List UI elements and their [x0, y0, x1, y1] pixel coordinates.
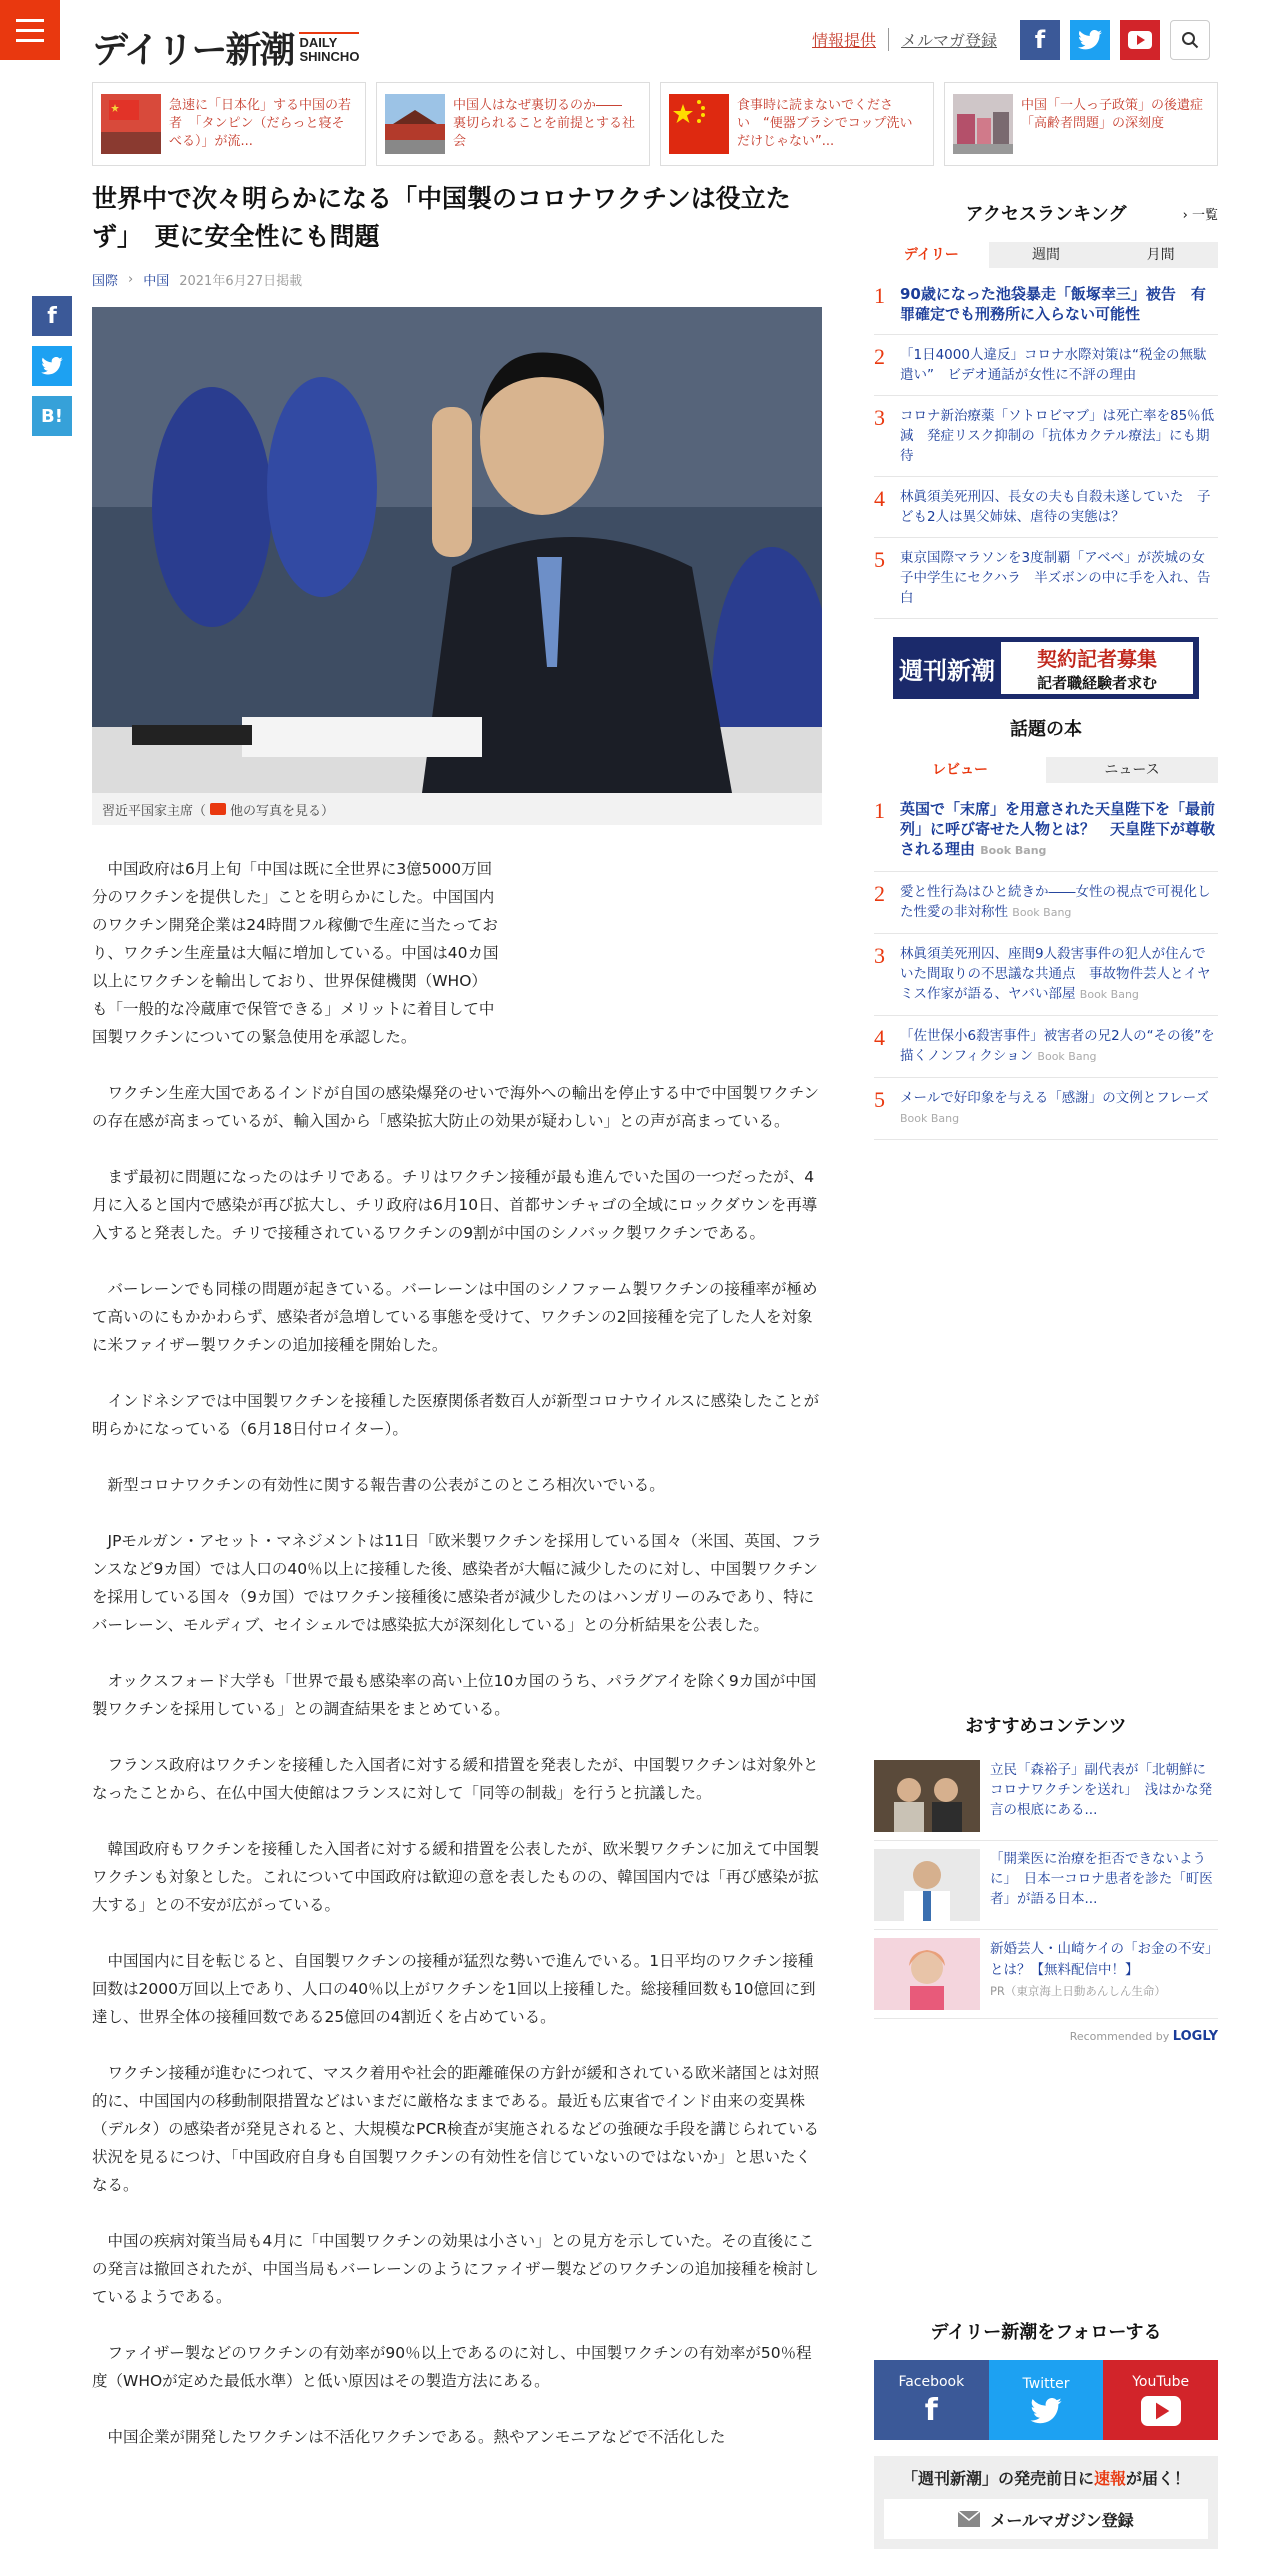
ranking-more-text: 一覧 [1191, 208, 1218, 223]
book-source: Book Bang [1037, 1050, 1097, 1063]
recommended-title: おすすめコンテンツ [965, 1716, 1127, 1737]
list-item[interactable] [874, 274, 1218, 335]
rank-number: 3 [874, 943, 885, 968]
article-meta [92, 270, 822, 289]
menu-icon-bar [16, 19, 44, 22]
category-link-international[interactable]: 国際 [92, 274, 119, 289]
paragraph: オックスフォード大学も「世界で最も感染率の高い上位10カ国のうち、パラグアイを除く9カ国が中国製ワクチンを採用している」との調査結果をまとめている。 [92, 1672, 817, 1718]
list-item[interactable] [874, 477, 1218, 538]
thumbnail-politicians [874, 1760, 980, 1832]
logo-en-daily: DAILY [299, 34, 338, 50]
strip-text: 急速に「日本化」する中国の若者 「タンピン（だらっと寝そべる）」が流... [169, 98, 352, 149]
strip-text: 食事時に読まないでください “便器ブラシでコップ洗いだけじゃない”... [737, 98, 913, 149]
reco-body [990, 1938, 1218, 2010]
follow-twitter-button[interactable] [989, 2360, 1104, 2440]
follow-twitter-label: Twitter [1022, 2376, 1070, 2392]
tab-news[interactable]: ニュース [1046, 757, 1218, 783]
follow-section [874, 2318, 1218, 2549]
newsletter-heading-flash: 速報 [1093, 2469, 1126, 2488]
paragraph: JPモルガン・アセット・マネジメントは11日「欧米製ワクチンを採用している国々（米国、英国、フランスなど9カ国）では人口の40％以上に接種した後、感染者が大幅に減少したのに対し、中国製ワクチンを採用している国々（9カ国）ではワクチン接種後に感染者が減少したのはハンガリーのみであり、特にバーレーン、モルディブ、セイシェルでは感染拡大が深刻化している」との分析結果を公表した。 [92, 1532, 822, 1634]
newsletter-box [874, 2456, 1218, 2549]
book-source: Book Bang [1079, 988, 1139, 1001]
book-title-text: 「佐世保小6殺害事件」被害者の兄2人の“その後”を描くノンフィクション [900, 1028, 1215, 1064]
strip-text: 中国「一人っ子政策」の後遺症「高齢者問題」の深刻度 [1021, 98, 1204, 131]
menu-button[interactable] [0, 0, 60, 60]
camera-icon [210, 803, 226, 815]
share-bar [32, 296, 72, 436]
chevron-right-icon: › [128, 272, 134, 287]
recommended-by: Recommended by [1069, 2030, 1170, 2043]
list-item[interactable] [874, 396, 1218, 477]
rank-title: 「1日4000人違反」コロナ水際対策は“税金の無駄遣い” ビデオ通話が女性に不評の理由 [900, 347, 1207, 383]
tab-weekly[interactable]: 週間 [989, 242, 1104, 268]
paragraph: まず最初に問題になったのはチリである。チリはワクチン接種が最も進んでいた国の一つだったが、4月に入ると国内で感染が再び拡大し、チリ政府は6月10日、首都サンチャゴの全域にロックダウンを再導入すると発表した。チリで接種されているワクチンの9割が中国のシノバック製ワクチンである。 [92, 1168, 818, 1242]
book-title [900, 799, 1218, 861]
list-item[interactable] [874, 872, 1218, 934]
paragraph: インドネシアでは中国製ワクチンを接種した医療関係者数百人が新型コロナウイルスに感染したことが明らかになっている（6月18日付ロイター）。 [92, 1392, 820, 1438]
books-title: 話題の本 [1010, 719, 1082, 740]
rank-title: 東京国際マラソンを3度制覇「アベベ」が茨城の女子中学生にセクハラ 半ズボンの中に手を入れ、告白 [900, 550, 1211, 606]
rank-number: 4 [874, 1025, 885, 1050]
rank-number: 2 [874, 344, 885, 369]
logo-en [299, 32, 359, 64]
article-title: 世界中で次々明らかになる「中国製のコロナワクチンは役立たず」 更に安全性にも問題 [92, 184, 791, 251]
banner-subline: 記者職経験者求む [1036, 674, 1157, 692]
rank-number: 5 [874, 1087, 885, 1112]
follow-facebook-button[interactable] [874, 2360, 989, 2440]
strip-card[interactable] [376, 82, 650, 166]
tab-monthly[interactable]: 月間 [1103, 242, 1218, 268]
banner-brand: 週刊新潮 [899, 655, 995, 685]
hero-photo [92, 307, 822, 793]
reco-title: 新婚芸人・山崎ケイの「お金の不安」とは？【無料配信中！】 [990, 1941, 1212, 1978]
strip-card[interactable] [944, 82, 1218, 166]
list-item[interactable] [874, 1930, 1218, 2019]
newsletter-heading-post: が届く！ [1126, 2469, 1191, 2488]
newsletter-signup-label: メールマガジン登録 [990, 2510, 1134, 2530]
logly-credit[interactable] [874, 2029, 1218, 2044]
banner-headline: 契約記者募集 [1037, 647, 1157, 671]
header-social [1020, 20, 1210, 60]
site-logo[interactable] [92, 22, 359, 73]
book-title-text: 林眞須美死刑囚、座間9人殺害事件の犯人が住んでいた間取りの不思議な共通点 事故物件芸人とイヤミス作家が語る、ヤバい部屋 [900, 946, 1211, 1002]
rank-title: 林眞須美死刑囚、長女の夫も自殺未遂していた 子ども2人は異父姉妹、虐待の実態は？ [900, 489, 1211, 525]
category-link-china[interactable]: 中国 [143, 274, 170, 289]
ranking-more-link[interactable]: › 一覧 [1182, 208, 1218, 223]
banner-copy [1001, 642, 1193, 694]
paragraph: 中国の疾病対策当局も4月に「中国製ワクチンの効果は小さい」との見方を示していた。その直後にこの発言は撤回されたが、中国当局もバーレーンのようにファイザー製などのワクチンの追加接種を検討しているようである。 [92, 2232, 819, 2306]
tab-review[interactable]: レビュー [874, 757, 1046, 783]
newsletter-heading-pre: 「週刊新潮」の発売前日に [901, 2469, 1094, 2488]
hero-image[interactable] [92, 307, 822, 793]
recruit-banner[interactable] [893, 637, 1199, 699]
list-item[interactable] [874, 335, 1218, 396]
share-hatena-icon[interactable]: B! [32, 396, 72, 436]
article-body [92, 855, 822, 2451]
paragraph: フランス政府はワクチンを接種した入国者に対する緩和措置を発表したが、中国製ワクチンは対象外となったことから、在仏中国大使館はフランスに対して「同等の制裁」を行うと抗議した。 [92, 1756, 819, 1802]
paragraph: バーレーンでも同様の問題が起きている。バーレーンは中国のシノファーム製ワクチンの接種率が極めて高いのにもかかわらず、感染者が急増している事態を受けて、ワクチンの2回接種を完了した人を対象に米ファイザー製ワクチンの追加接種を開始した。 [92, 1280, 818, 1354]
facebook-icon[interactable]: f [1020, 20, 1060, 60]
share-twitter-icon[interactable] [32, 346, 72, 386]
rank-number: 4 [874, 486, 885, 511]
follow-facebook-label: Facebook [898, 2374, 965, 2390]
youtube-icon[interactable] [1120, 20, 1160, 60]
list-item[interactable] [874, 934, 1218, 1016]
rank-number: 2 [874, 881, 885, 906]
list-item[interactable] [874, 789, 1218, 872]
follow-youtube-button[interactable] [1103, 2360, 1218, 2440]
logo-ja: デイリー新潮 [92, 29, 294, 71]
paragraph: 新型コロナワクチンの有効性に関する報告書の公表がこのところ相次いでいる。 [107, 1476, 665, 1494]
tab-daily[interactable]: デイリー [874, 242, 989, 268]
logo-en-shincho: SHINCHO [299, 48, 360, 64]
reco-title: 「開業医に治療を拒否できないように」 日本一コロナ患者を診た「町医者」が語る日本... [990, 1851, 1213, 1907]
follow-buttons [874, 2360, 1218, 2440]
share-facebook-icon[interactable]: f [32, 296, 72, 336]
thumbnail-tiananmen [385, 94, 445, 154]
thumbnail-flag-crowd [101, 94, 161, 154]
twitter-icon [1030, 2398, 1062, 2424]
books-list [874, 789, 1218, 1140]
list-item[interactable] [874, 1078, 1218, 1140]
related-strip [92, 82, 1218, 166]
books-tabs [874, 757, 1218, 783]
thumbnail-doctor [874, 1849, 980, 1921]
menu-icon-bar [16, 39, 44, 42]
newsletter-signup-button[interactable] [884, 2499, 1208, 2539]
list-item[interactable] [874, 1841, 1218, 1930]
ranking-title-text: アクセスランキング [965, 204, 1127, 225]
rank-number: 5 [874, 547, 885, 572]
newsletter-heading [884, 2466, 1208, 2489]
list-item[interactable] [874, 1016, 1218, 1078]
rank-number: 1 [874, 798, 885, 823]
search-icon[interactable] [1170, 20, 1210, 60]
image-caption [92, 793, 822, 825]
sidebar [874, 180, 1218, 1140]
paragraph: ワクチン接種が進むにつれて、マスク着用や社会的距離確保の方針が緩和されている欧米諸国とは対照的に、中国国内の移動制限措置などはいまだに厳格なままである。最近も広東省でインド由来の変異株（デルタ）の感染者が発見されると、大規模なPCR検査が実施されるなどの強硬な手段を講じられている状況を見るにつけ、「中国政府自身も自国製ワクチンの有効性を信じていないのではないか」と思いたくなる。 [92, 2064, 820, 2194]
list-item[interactable] [874, 538, 1218, 619]
thumbnail-elderly [953, 94, 1013, 154]
header-links [800, 28, 1009, 51]
reco-pr: PR（東京海上日動あんしん生命） [990, 1984, 1166, 1998]
paragraph: 中国企業が開発したワクチンは不活化ワクチンである。熱やアンモニアなどで不活化した [107, 2428, 726, 2446]
ranking-tabs [874, 242, 1218, 268]
book-title-text: 愛と性行為はひと続きか――女性の視点で可視化した性愛の非対称性 [900, 884, 1211, 920]
youtube-icon [1141, 2396, 1181, 2426]
paragraph: ワクチン生産大国であるインドが自国の感染爆発のせいで海外への輸出を停止する中で中国製ワクチンの存在感が高まっているが、輸入国から「感染拡大防止の効果が疑わしい」との声が高まっている。 [92, 1084, 819, 1130]
article [92, 180, 822, 2479]
strip-text: 中国人はなぜ裏切るのか―― 裏切られることを前提とする社会 [453, 98, 636, 149]
twitter-icon[interactable] [1070, 20, 1110, 60]
rank-number: 1 [874, 283, 885, 308]
strip-card[interactable] [660, 82, 934, 166]
rank-title: コロナ新治療薬「ソトロビマブ」は死亡率を85％低減 発症リスク抑制の「抗体カクテル療法」にも期待 [900, 408, 1215, 464]
paragraph: 韓国政府もワクチンを接種した入国者に対する緩和措置を公表したが、欧米製ワクチンに加えて中国製ワクチンも対象とした。これについて中国政府は歓迎の意を表したものの、韓国国内では「再び感染が拡大する」との不安が広がっている。 [92, 1840, 819, 1914]
logly-logo: LOGLY [1172, 2029, 1218, 2044]
mail-icon [958, 2511, 980, 2527]
thumbnail-china-flag [669, 94, 729, 154]
strip-card[interactable] [92, 82, 366, 166]
info-link[interactable]: 情報提供 [812, 31, 877, 50]
rank-title: 90歳になった池袋暴走「飯塚幸三」被告 有罪確定でも刑務所に入らない可能性 [900, 285, 1206, 323]
caption-text: 習近平国家主席（ [102, 803, 207, 819]
rank-number: 3 [874, 405, 885, 430]
book-title [900, 1088, 1218, 1129]
more-photos-link[interactable]: 他の写真を見る） [230, 803, 335, 819]
list-item[interactable] [874, 1752, 1218, 1841]
newsletter-link[interactable]: メルマガ登録 [888, 28, 1009, 51]
facebook-icon: f [924, 2393, 938, 2428]
ranking-title [874, 200, 1218, 226]
book-source: Book Bang [1012, 906, 1072, 919]
publish-date: 2021年6月27日掲載 [179, 274, 303, 289]
book-title-text: メールで好印象を与える「感謝」の文例とフレーズ [900, 1090, 1210, 1106]
book-title [900, 1026, 1218, 1067]
thumbnail-comedian [874, 1938, 980, 2010]
paragraph: 中国国内に目を転じると、自国製ワクチンの接種が猛烈な勢いで進んでいる。1日平均のワクチン接種回数は2000万回以上であり、人口の40％以上がワクチンを1回以上接種した。総接種回数も10億回に到達し、世界全体の接種回数である25億回の4割近くを占めている。 [92, 1952, 816, 2026]
book-source: Book Bang [900, 1112, 960, 1125]
menu-icon-bar [16, 29, 44, 32]
paragraph: 中国政府は6月上旬「中国は既に全世界に3億5000万回分のワクチンを提供した」ことを明らかにした。中国国内のワクチン開発企業は24時間フル稼働で生産に当たっており、ワクチン生産量は大幅に増加している。中国は40カ国以上にワクチンを輸出しており、世界保健機関（WHO）も「一般的な冷蔵庫で保管できる」メリットに着目して中国製ワクチンについての緊急使用を承認した。 [92, 860, 499, 1046]
follow-youtube-label: YouTube [1132, 2374, 1190, 2390]
paragraph: ファイザー製などのワクチンの有効率が90％以上であるのに対し、中国製ワクチンの有効率が50％程度（WHOが定めた最低水準）と低い原因はその製造方法にある。 [92, 2344, 812, 2390]
book-source: Book Bang [980, 844, 1047, 857]
recommended-section [874, 1712, 1218, 2044]
reco-title: 立民「森裕子」副代表が「北朝鮮にコロナワクチンを送れ」 浅はかな発言の根底にある... [990, 1762, 1213, 1818]
ranking-list [874, 274, 1218, 619]
book-title-text: 英国で「末席」を用意された天皇陛下を「最前列」に呼び寄せた人物とは？ 天皇陛下が尊敬される理由 [900, 800, 1216, 858]
book-title [900, 882, 1218, 923]
book-title [900, 944, 1218, 1005]
follow-title: デイリー新潮をフォローする [930, 2322, 1162, 2343]
